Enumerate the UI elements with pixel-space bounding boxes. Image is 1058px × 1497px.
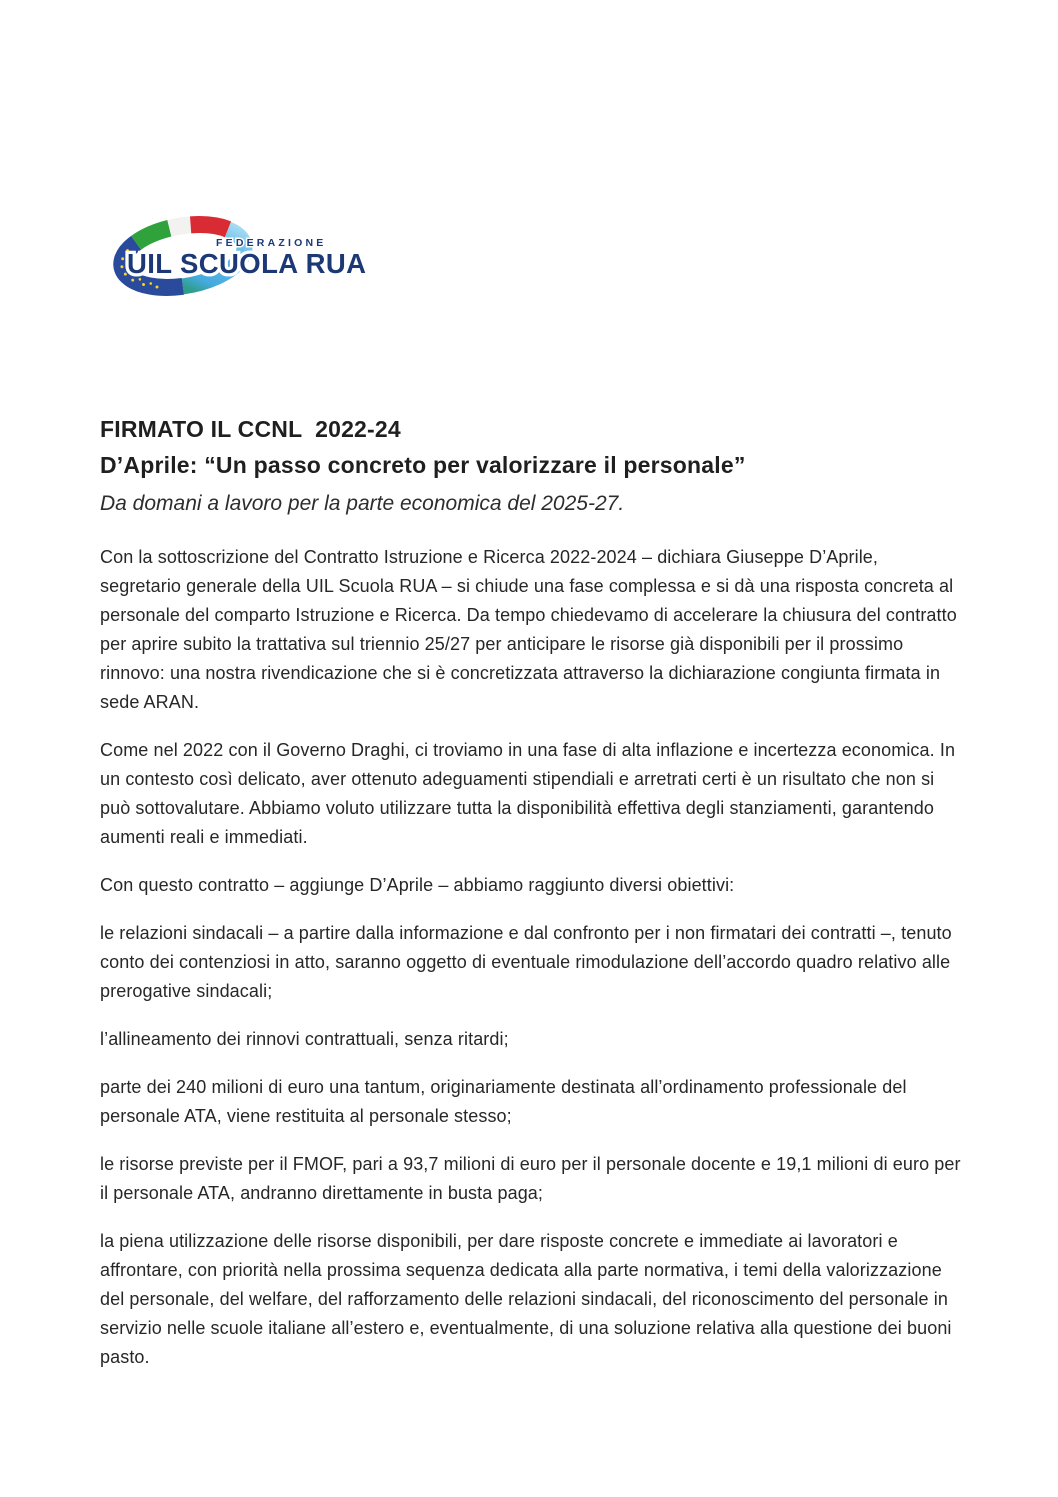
logo-brand-name: UIL SCUOLA RUA [127, 248, 367, 279]
paragraph: le risorse previste per il FMOF, pari a 93,7 milioni di euro per il personale docente e 19,1 milioni di euro per il personale ATA, andranno direttamente in busta paga; [100, 1154, 961, 1203]
paragraph: Con la sottoscrizione del Contratto Istruzione e Ricerca 2022-2024 – dichiara Giuseppe D’Aprile, segretario generale della UIL Scuola RUA – si chiude una fase complessa e si dà una risposta concreta al personale del comparto Istruzione e Ricerca. Da tempo chiedevamo di accelerare la chiusura del contratto per aprire subito la trattativa sul triennio 25/27 per anticipare le risorse già disponibili per il prossimo rinnovo: una nostra rivendicazione che si è concretizzata attraverso la dichiarazione congiunta firmata in sede ARAN. [100, 547, 957, 712]
press-subtitle: D’Aprile: “Un passo concreto per valorizzare il personale” [100, 452, 746, 478]
paragraph: la piena utilizzazione delle risorse disponibili, per dare risposte concrete e immediate ai lavoratori e affrontare, con priorità nella prossima sequenza dedicata alla parte normativa, i temi della valorizzazione del personale, del welfare, del rafforzamento delle relazioni sindacali, del riconoscimento del personale in servizio nelle scuole italiane all’estero e, eventualmente, di una soluzione relativa alla questione dei buoni pasto. [100, 1231, 952, 1367]
paragraph: parte dei 240 milioni di euro una tantum, originariamente destinata all’ordinamento professionale del personale ATA, viene restituita al personale stesso; [100, 1077, 907, 1126]
logo-federation-label: FEDERAZIONE [216, 237, 327, 249]
press-title: FIRMATO IL CCNL 2022-24 [100, 416, 401, 442]
paragraph: l’allineamento dei rinnovi contrattuali, senza ritardi; [100, 1029, 509, 1049]
paragraph: le relazioni sindacali – a partire dalla informazione e dal confronto per i non firmatari dei contratti –, tenuto conto dei contenziosi in atto, saranno oggetto di eventuale rimodulazione dell’accordo quadro relativo alle prerogative sindacali; [100, 923, 952, 1001]
press-paragraphs [100, 543, 962, 1372]
logo-ring-icon [98, 212, 388, 304]
paragraph: Con questo contratto – aggiunge D’Aprile – abbiamo raggiunto diversi obiettivi: [100, 875, 735, 895]
paragraph: Come nel 2022 con il Governo Draghi, ci troviamo in una fase di alta inflazione e incertezza economica. In un contesto così delicato, aver ottenuto adeguamenti stipendiali e arretrati certi è un risultato che non si può sottovalutare. Abbiamo voluto utilizzare tutta la disponibilità effettiva degli stanziamenti, garantendo aumenti reali e immediati. [100, 740, 956, 847]
press-tagline: Da domani a lavoro per la parte economica del 2025-27. [100, 492, 625, 515]
press-release-content [100, 415, 962, 1391]
uil-scuola-rua-logo [98, 212, 388, 304]
